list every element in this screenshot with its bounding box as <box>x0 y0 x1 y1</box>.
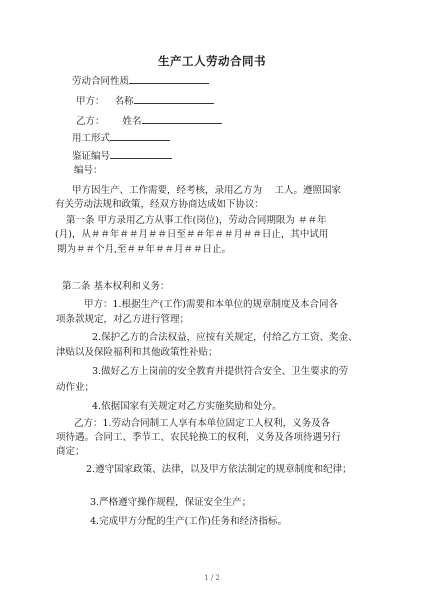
party-a-duty-3-line-2: 动作业； <box>56 382 95 393</box>
party-a-duty-4: 4.依据国家有关规定对乙方实施奖励和处分。 <box>92 401 282 412</box>
party-a-label: 甲方： <box>76 96 105 107</box>
employment-form-field <box>72 130 170 145</box>
intro-line-1: 甲方因生产、工作需要，经考核，录用乙方为 工人。遵照国家 <box>72 185 342 196</box>
party-b-duty-1-line-1: 乙方：1.劳动合同制工人享有本单位固定工人权利，义务及各 <box>74 418 331 429</box>
article-1-line-2: (月)，从＃＃年＃＃月＃＃日至＃＃年＃＃月＃＃日止，其中试用 <box>55 229 329 240</box>
employment-form-label: 用工形式 <box>72 133 111 144</box>
party-a-duty-2-line-1: 2.保护乙方的合法权益，应按有关规定，付给乙方工资、奖金、 <box>92 332 358 343</box>
party-b-label: 乙方： <box>76 116 105 127</box>
article-2-heading: 第二条 基本权利和义务： <box>62 281 170 292</box>
party-b-duty-1-line-2: 项待遇。合同工、季节工、农民轮换工的权利，义务及各项待遇另行 <box>56 432 342 443</box>
party-a-duty-3-line-1: 3.做好乙方上岗前的安全教育并提供符合安全、卫生要求的劳 <box>92 366 349 377</box>
intro-line-2: 有关劳动法规和政策，经双方协商达成如下协议： <box>55 199 265 210</box>
party-a-name-label: 名称 <box>114 96 134 107</box>
party-a-field <box>76 93 214 108</box>
party-a-duty-1-line-1: 甲方：1.根据生产(工作)需要和本单位的规章制度及本合同各 <box>84 299 338 310</box>
party-b-duty-3: 3.严格遵守操作规程，保证安全生产； <box>90 497 252 508</box>
contract-nature-label: 劳动合同性质 <box>72 76 130 87</box>
verification-no-field <box>72 148 172 163</box>
verification-no-label: 鉴证编号 <box>72 151 111 162</box>
employment-form-blank <box>110 130 170 141</box>
party-a-duty-1-line-2: 项条款规定，对乙方进行管理； <box>56 314 190 325</box>
party-b-name-blank <box>142 113 222 124</box>
verification-no-blank <box>110 148 172 159</box>
document-title: 生产工人劳动合同书 <box>158 54 266 68</box>
party-a-name-blank <box>134 93 214 104</box>
article-1-line-1: 第一条 甲方录用乙方从事工作(岗位)，劳动合同期限为 ＃＃年 <box>66 215 327 226</box>
contract-nature-blank <box>129 73 209 84</box>
party-b-duty-4: 4.完成甲方分配的生产(工作)任务和经济指标。 <box>90 516 287 527</box>
contract-nature-field <box>72 73 209 88</box>
party-a-duty-2-line-2: 津贴以及保险福利和其他政策性补贴； <box>56 347 218 358</box>
party-b-duty-1-line-3: 商定； <box>56 446 85 457</box>
article-1-line-3: 期为＃＃个月,至＃＃年＃＃月＃＃日止。 <box>57 244 232 255</box>
number-label: 编号： <box>74 165 103 176</box>
party-b-duty-2: 2.遵守国家政策、法律，以及甲方依法制定的规章制度和纪律； <box>86 464 352 475</box>
page-number: 1 / 2 <box>204 574 220 582</box>
party-b-field <box>76 113 222 128</box>
party-b-name-label: 姓名 <box>122 116 142 127</box>
